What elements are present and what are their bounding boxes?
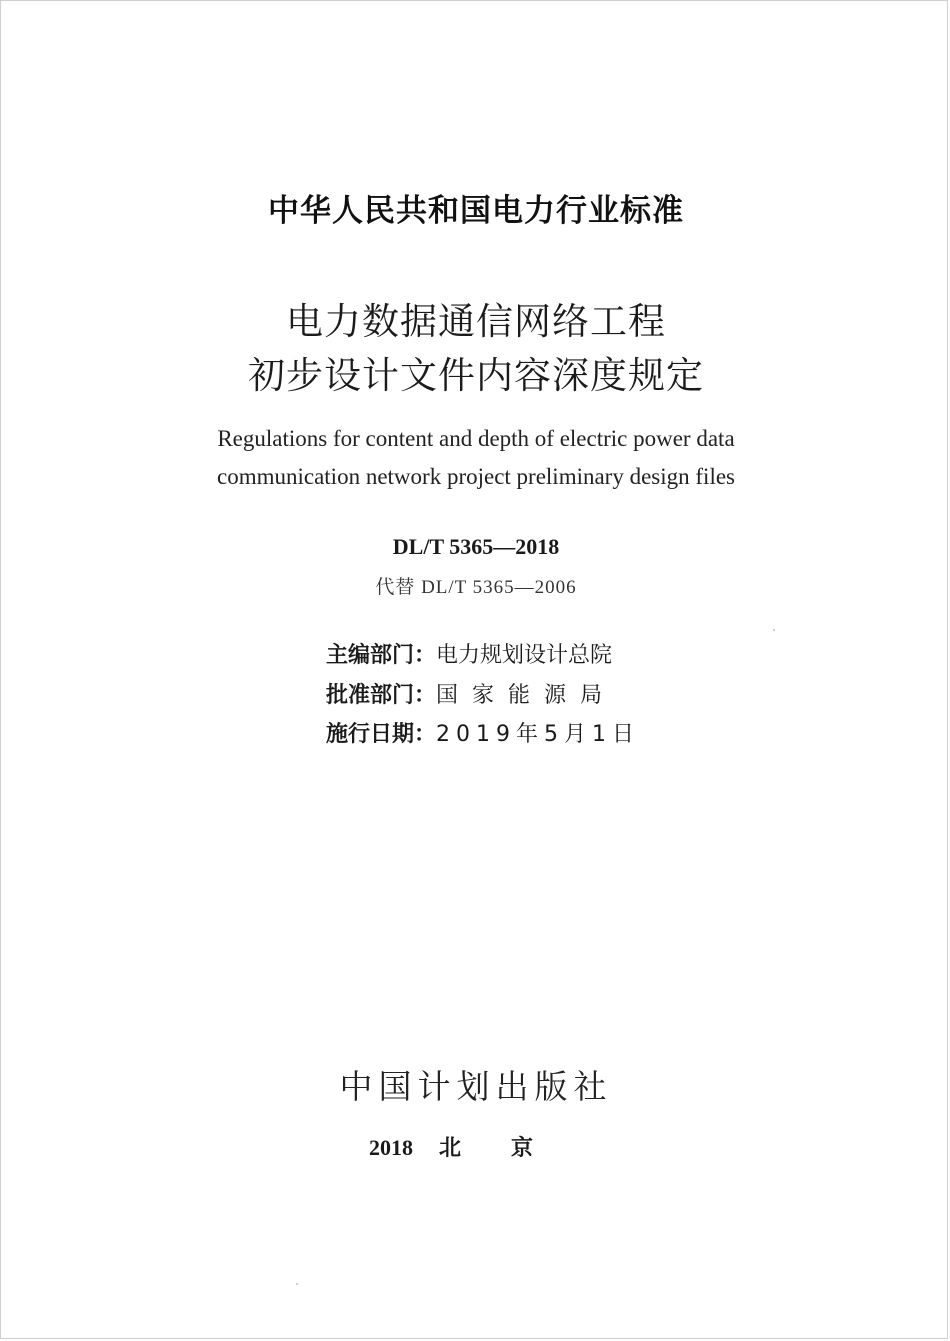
english-title-line-1: Regulations for content and depth of electric power data bbox=[217, 426, 735, 451]
editor-department bbox=[326, 638, 612, 669]
editor-label: 主编部门： bbox=[326, 643, 437, 668]
editor-value: 电力规划设计总院 bbox=[436, 643, 613, 668]
standard-code: DL/T 5365—2018 bbox=[392, 534, 560, 559]
imprint-line bbox=[1, 1131, 950, 1162]
publisher-name: 中国计划出版社 bbox=[339, 1067, 613, 1106]
english-title-line-2: communication network project preliminary design files bbox=[217, 464, 735, 489]
approver-department bbox=[326, 678, 616, 709]
approver-value: 国家能源局 bbox=[436, 683, 617, 708]
effective-date bbox=[326, 717, 640, 748]
effective-label: 施行日期： bbox=[326, 722, 437, 747]
scan-speck bbox=[296, 1283, 298, 1285]
replaces-standard: 代替 DL/T 5365—2006 bbox=[375, 577, 577, 598]
document-title-line-1: 电力数据通信网络工程 bbox=[286, 300, 666, 343]
document-title-line-2: 初步设计文件内容深度规定 bbox=[248, 354, 704, 397]
imprint-year: 2018 bbox=[368, 1135, 413, 1160]
effective-value: 2019年5月1日 bbox=[436, 722, 640, 747]
imprint-city: 北京 bbox=[438, 1136, 583, 1161]
scan-speck bbox=[773, 629, 775, 631]
approver-label: 批准部门： bbox=[326, 683, 437, 708]
standard-type-header: 中华人民共和国电力行业标准 bbox=[268, 193, 684, 229]
